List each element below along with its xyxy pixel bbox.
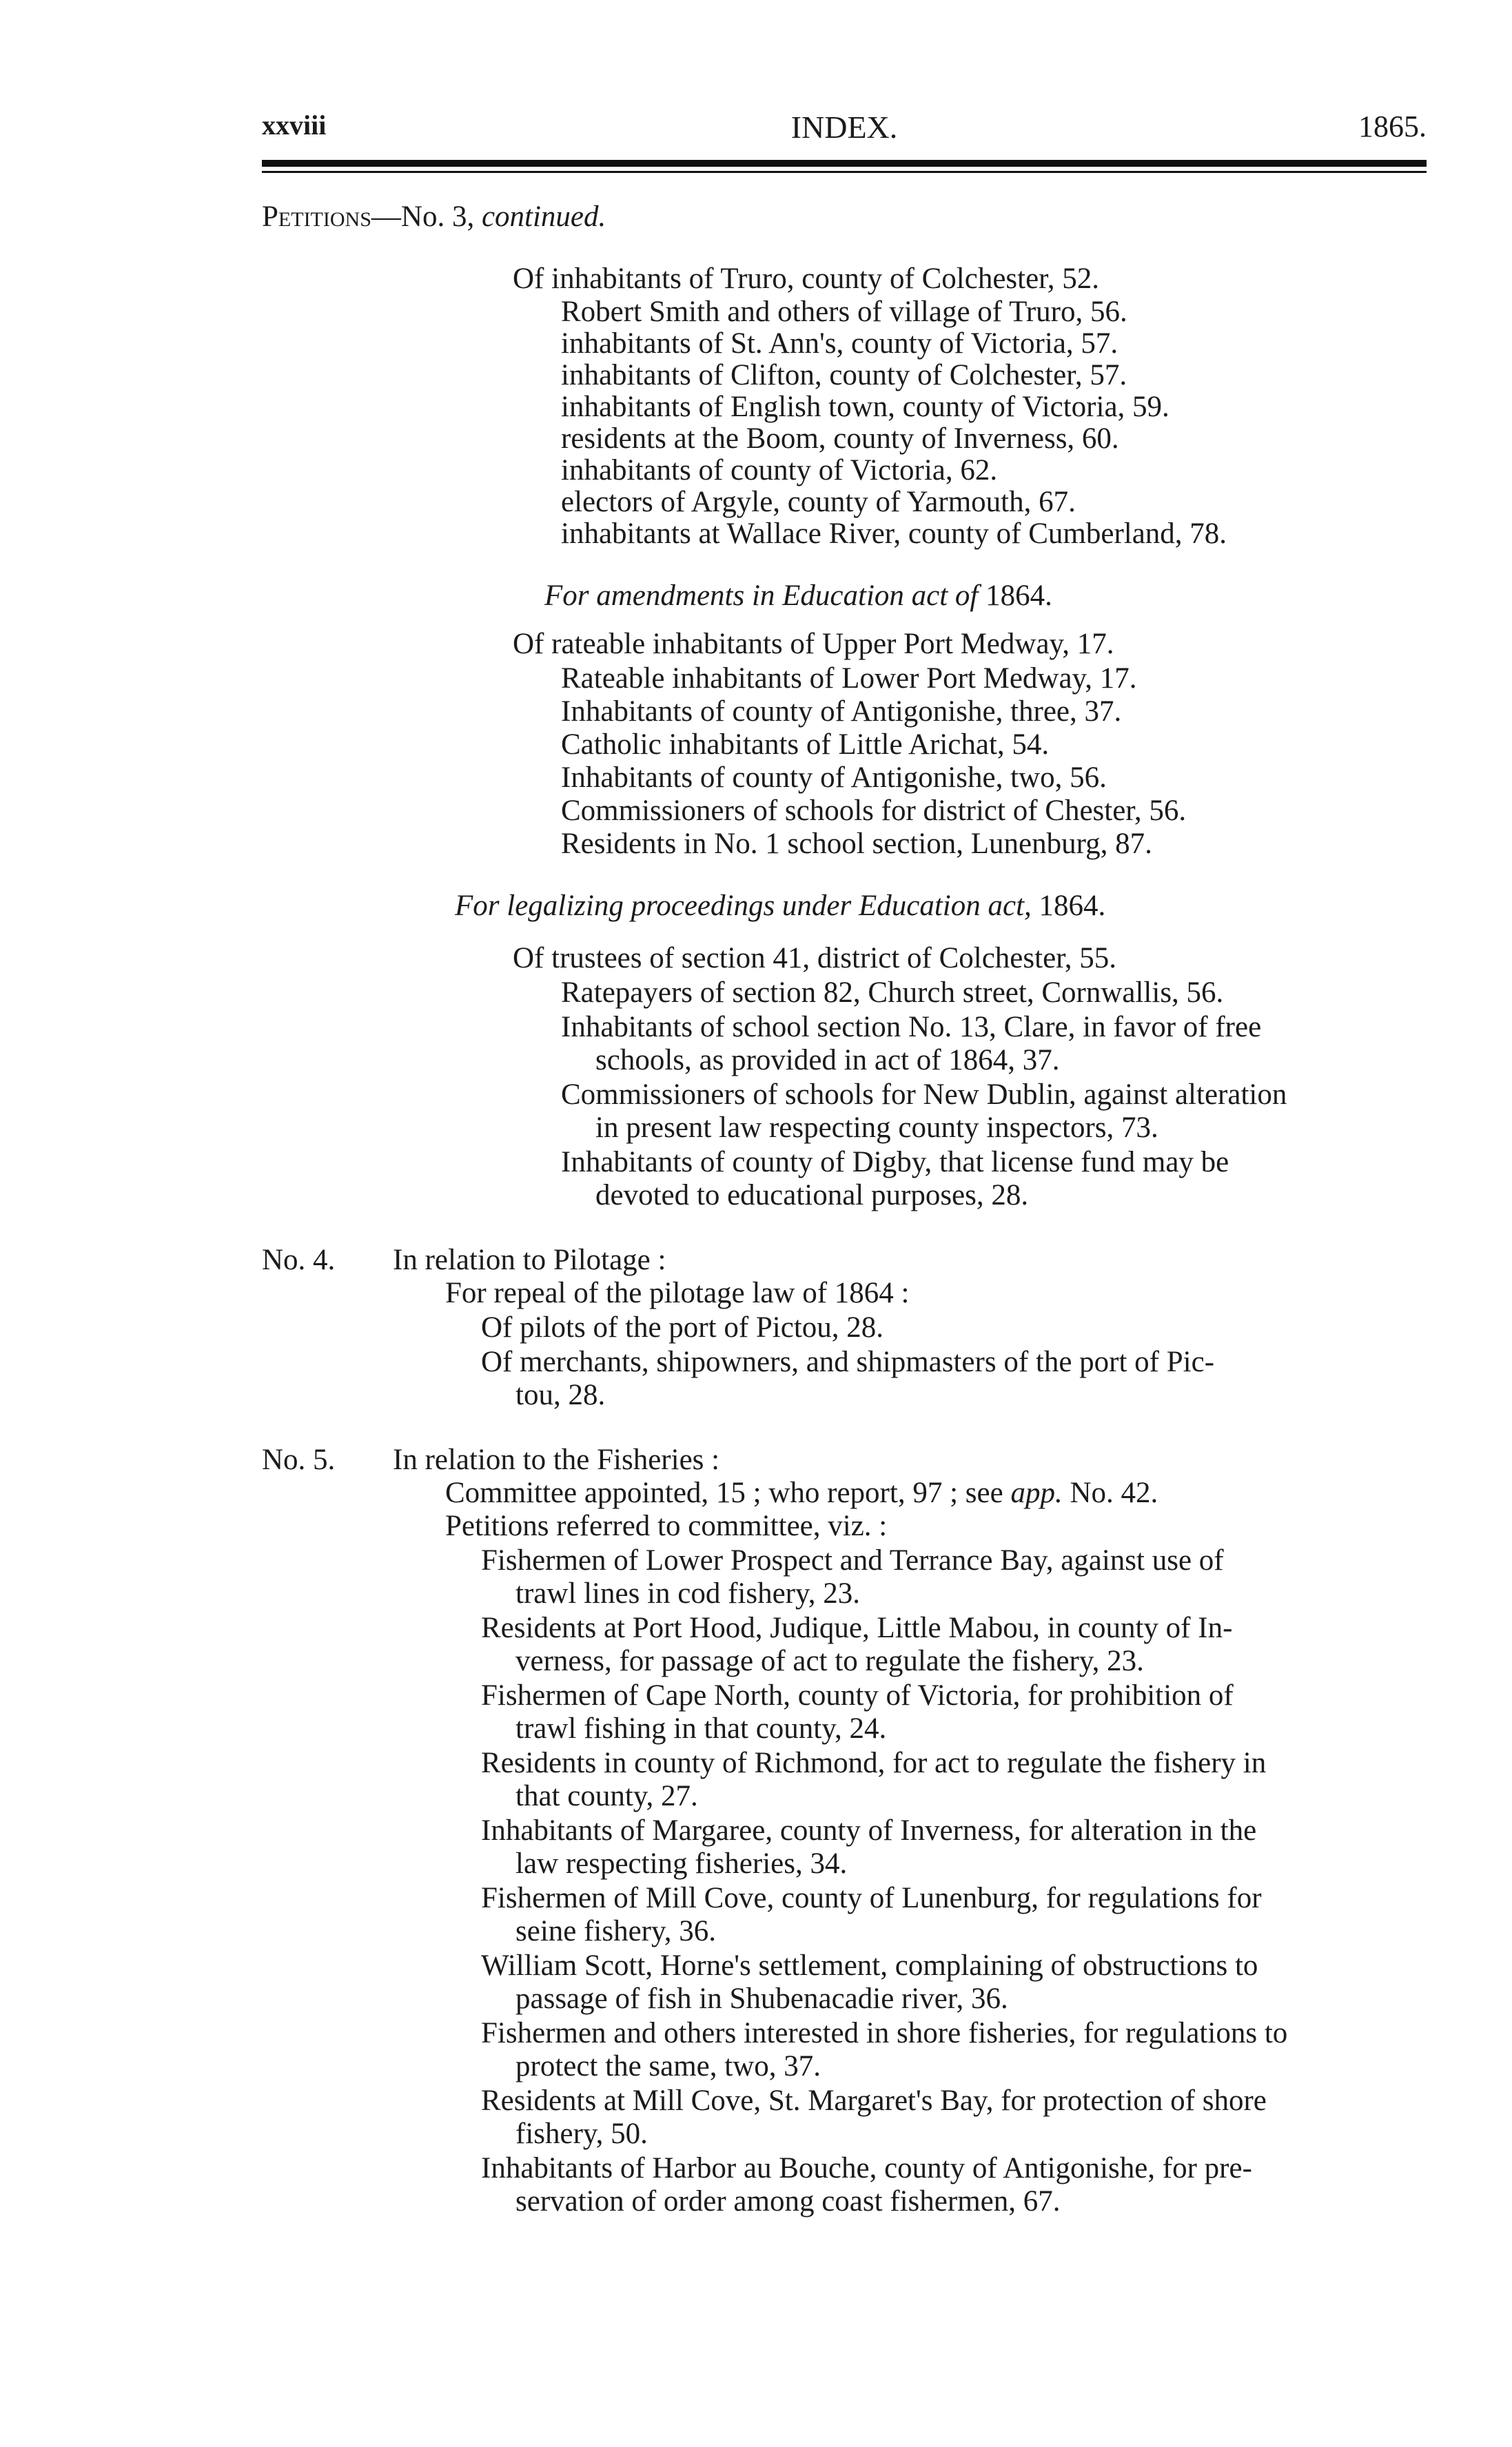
section-heading-continued: continued.	[481, 201, 606, 233]
entry-line: Fishermen of Lower Prospect and Terrance Bay, against use of	[481, 1544, 1224, 1577]
subheading-year: 1864.	[978, 580, 1052, 612]
entry-line: For repeal of the pilotage law of 1864 :	[445, 1277, 910, 1309]
entry-line: Commissioners of schools for district of Chester, 56.	[561, 795, 1187, 827]
entry-line: Residents at Mill Cove, St. Margaret's Bay, for protection of shore	[481, 2085, 1267, 2117]
entry-line: Fishermen of Cape North, county of Victoria, for prohibition of	[481, 1679, 1234, 1712]
entry-line-continued: passage of fish in Shubenacadie river, 36.	[515, 1983, 1008, 2015]
section-number: No. 4.	[262, 1244, 336, 1276]
subheading-text: For legalizing proceedings under Education act,	[455, 890, 1032, 922]
entry-line-continued: schools, as provided in act of 1864, 37.	[595, 1044, 1060, 1076]
entry-line-continued: that county, 27.	[515, 1780, 698, 1812]
entry-line: Of merchants, shipowners, and shipmasters of the port of Pic-	[481, 1346, 1215, 1378]
entry-line-continued: verness, for passage of act to regulate the fishery, 23.	[515, 1645, 1144, 1677]
entry-line: Of rateable inhabitants of Upper Port Medway, 17.	[513, 628, 1114, 660]
page-number: xxviii	[262, 110, 327, 141]
page-title: INDEX.	[790, 110, 898, 145]
entry-line: inhabitants of Clifton, county of Colchester, 57.	[561, 359, 1127, 391]
entry-line: Inhabitants of Margaree, county of Inverness, for alteration in the	[481, 1814, 1257, 1847]
entry-line-continued: devoted to educational purposes, 28.	[595, 1179, 1029, 1211]
entry-line: Commissioners of schools for New Dublin, against alteration	[561, 1078, 1287, 1111]
entry-line: Residents in No. 1 school section, Lunenburg, 87.	[561, 828, 1152, 860]
subheading-year: 1864.	[1031, 890, 1106, 922]
entry-line-continued: trawl fishing in that county, 24.	[515, 1712, 887, 1745]
entry-line: electors of Argyle, county of Yarmouth, 67.	[561, 486, 1076, 518]
entry-line: inhabitants of English town, county of Victoria, 59.	[561, 391, 1169, 423]
entry-line-continued: tou, 28.	[515, 1379, 606, 1411]
subheading-legalizing-proceedings	[455, 889, 1105, 923]
entry-line: Ratepayers of section 82, Church street, Cornwallis, 56.	[561, 976, 1224, 1009]
entry-line: Residents at Port Hood, Judique, Little Mabou, in county of In-	[481, 1612, 1233, 1644]
referred-line: Petitions referred to committee, viz. :	[445, 1510, 888, 1542]
section-number: No. 5.	[262, 1444, 336, 1476]
entry-line-continued: fishery, 50.	[515, 2118, 648, 2150]
section-title-fisheries: In relation to the Fisheries :	[393, 1444, 720, 1476]
entry-line: Inhabitants of county of Antigonishe, two, 56.	[561, 761, 1107, 794]
entry-line: Fishermen and others interested in shore fisheries, for regulations to	[481, 2017, 1288, 2049]
entry-line: Of inhabitants of Truro, county of Colchester, 52.	[513, 263, 1100, 295]
entry-line: Inhabitants of Harbor au Bouche, county of Antigonishe, for pre-	[481, 2152, 1252, 2184]
section-heading-number: —No. 3,	[371, 201, 482, 233]
entry-line: residents at the Boom, county of Inverness, 60.	[561, 422, 1119, 455]
entry-line: Rateable inhabitants of Lower Port Medway, 17.	[561, 662, 1137, 695]
subheading-education-amendments	[544, 579, 1052, 613]
entry-line-continued: protect the same, two, 37.	[515, 2050, 821, 2082]
header-rule-thick	[262, 160, 1427, 167]
entry-line: Of pilots of the port of Pictou, 28.	[481, 1311, 884, 1344]
appendix-number: No. 42.	[1062, 1477, 1158, 1509]
section-heading-label: Petitions	[262, 201, 371, 233]
subheading-text: For amendments in Education act of	[544, 580, 979, 612]
section-title-pilotage: In relation to Pilotage :	[393, 1244, 666, 1276]
entry-line-continued: law respecting fisheries, 34.	[515, 1847, 848, 1880]
appendix-ref: app.	[1010, 1477, 1063, 1509]
entry-line: inhabitants of county of Victoria, 62.	[561, 454, 998, 487]
entry-line: Inhabitants of county of Digby, that license fund may be	[561, 1146, 1229, 1178]
page-year: 1865.	[1358, 110, 1427, 143]
entry-line-continued: seine fishery, 36.	[515, 1915, 716, 1947]
page-header	[262, 109, 1427, 150]
entry-line: Catholic inhabitants of Little Arichat, 54.	[561, 728, 1050, 761]
entry-line-continued: trawl lines in cod fishery, 23.	[515, 1577, 860, 1610]
committee-text: Committee appointed, 15 ; who report, 97 ; see	[445, 1477, 1011, 1509]
section-heading	[262, 200, 606, 234]
entry-line: inhabitants at Wallace River, county of Cumberland, 78.	[561, 518, 1227, 550]
entry-line: Of trustees of section 41, district of Colchester, 55.	[513, 942, 1116, 974]
entry-line-continued: in present law respecting county inspectors, 73.	[595, 1112, 1158, 1144]
entry-line: inhabitants of St. Ann's, county of Victoria, 57.	[561, 327, 1118, 360]
entry-line: William Scott, Horne's settlement, complaining of obstructions to	[481, 1949, 1258, 1982]
entry-line: Inhabitants of school section No. 13, Clare, in favor of free	[561, 1011, 1262, 1043]
header-rule-thin	[262, 171, 1427, 173]
committee-line	[445, 1476, 1158, 1511]
entry-line: Inhabitants of county of Antigonishe, three, 37.	[561, 695, 1122, 728]
entry-line: Fishermen of Mill Cove, county of Lunenburg, for regulations for	[481, 1882, 1262, 1914]
entry-line: Robert Smith and others of village of Truro, 56.	[561, 296, 1127, 328]
entry-line: Residents in county of Richmond, for act to regulate the fishery in	[481, 1747, 1267, 1779]
entry-line-continued: servation of order among coast fishermen, 67.	[515, 2185, 1061, 2218]
